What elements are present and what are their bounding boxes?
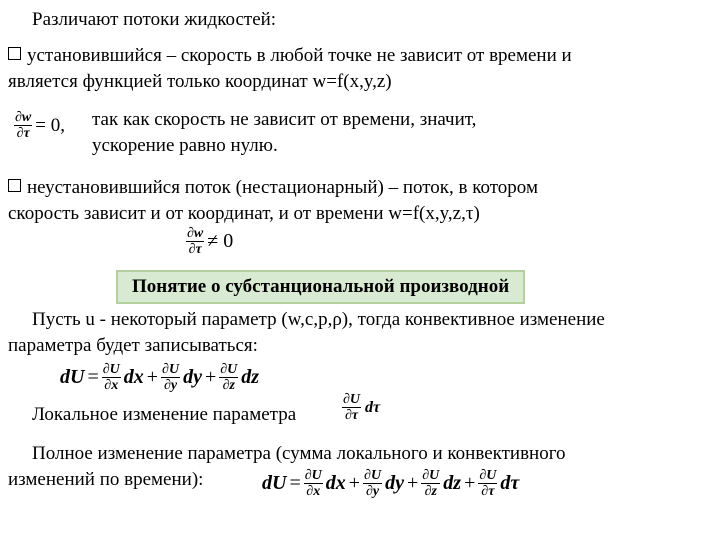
fraction-denominator: ∂x [306,484,321,499]
dx-term: dx [123,366,144,388]
convective-formula [60,362,259,393]
formula-lhs: dU [60,366,85,388]
fraction-denominator: ∂x [104,378,119,393]
local-change-label: Локальное изменение параметра [32,404,297,425]
dz-term: dz [443,472,462,494]
fraction-numerator: ∂U [102,362,120,377]
fraction-numerator: ∂U [162,362,180,377]
du-dx-fraction [304,468,323,499]
total-line-2: изменений по времени): [8,469,204,490]
du-dy-fraction [161,362,180,393]
du-dtau-fraction [478,468,497,499]
not-equal-zero: ≠ 0 [207,230,234,252]
fraction-numerator: ∂U [343,392,361,407]
total-line-1: Полное изменение параметра (сумма локального и конвективного [32,443,566,464]
steady-line-2: является функцией только координат w=f(x,y,z) [8,71,392,92]
du-dx-fraction [102,362,121,393]
dy-term: dy [385,472,404,494]
section-heading: Понятие о субстанциональной производной [116,270,525,304]
fraction-numerator: ∂U [422,468,440,483]
formula-lhs: dU [262,472,287,494]
du-dz-fraction [421,468,440,499]
unsteady-derivative-formula [186,226,236,257]
total-formula [262,468,519,499]
equals-sign: = [87,366,99,388]
plus-sign: + [348,472,361,494]
param-line-1: Пусть u - некоторый параметр (w,c,p,ρ), тогда конвективное изменение [32,309,605,330]
fraction-denominator: ∂y [163,378,178,393]
fraction-numerator: ∂U [479,468,497,483]
dx-term: dx [325,472,346,494]
equals-sign: = [289,472,301,494]
unsteady-line-1 [8,176,538,200]
fraction-numerator: ∂w [15,110,32,125]
du-dtau-fraction [342,392,361,423]
dtau-term: dτ [500,472,520,494]
dtau-term: dτ [365,398,381,416]
steady-line-1 [8,44,572,68]
local-change-formula [342,392,380,423]
plus-sign: + [464,472,476,494]
unsteady-line-2: скорость зависит и от координат, и от времени w=f(x,y,z,τ) [8,203,480,224]
steady-explanation-2: ускорение равно нулю. [92,135,278,156]
fraction-numerator: ∂U [304,468,322,483]
dy-term: dy [183,366,202,388]
du-dy-fraction [363,468,382,499]
fraction-denominator: ∂y [365,484,380,499]
intro-text: Различают потоки жидкостей: [32,9,277,30]
fraction-denominator: ∂z [222,378,235,393]
du-dz-fraction [219,362,238,393]
fraction-denominator: ∂τ [344,408,359,423]
fraction-denominator: ∂τ [16,126,30,141]
param-line-2: параметра будет записываться: [8,335,258,356]
dw-dtau-fraction [186,226,204,257]
dz-term: dz [241,366,260,388]
steady-explanation-1: так как скорость не зависит от времени, значит, [92,109,477,130]
checkbox-bullet-icon [8,47,21,60]
steady-line-1-text: установившийся – скорость в любой точке не зависит от времени и [27,45,572,66]
fraction-numerator: ∂U [220,362,238,377]
dw-dtau-fraction [14,110,32,141]
plus-sign: + [406,472,419,494]
fraction-numerator: ∂U [364,468,382,483]
plus-sign: + [146,366,159,388]
steady-derivative-formula [14,110,68,141]
fraction-numerator: ∂w [187,226,204,241]
fraction-denominator: ∂z [424,484,437,499]
checkbox-bullet-icon [8,179,21,192]
plus-sign: + [204,366,217,388]
equals-zero: = 0, [35,114,65,136]
unsteady-line-1-text: неустановившийся поток (нестационарный) – поток, в котором [27,177,538,198]
fraction-denominator: ∂τ [481,484,495,499]
fraction-denominator: ∂τ [188,242,202,257]
